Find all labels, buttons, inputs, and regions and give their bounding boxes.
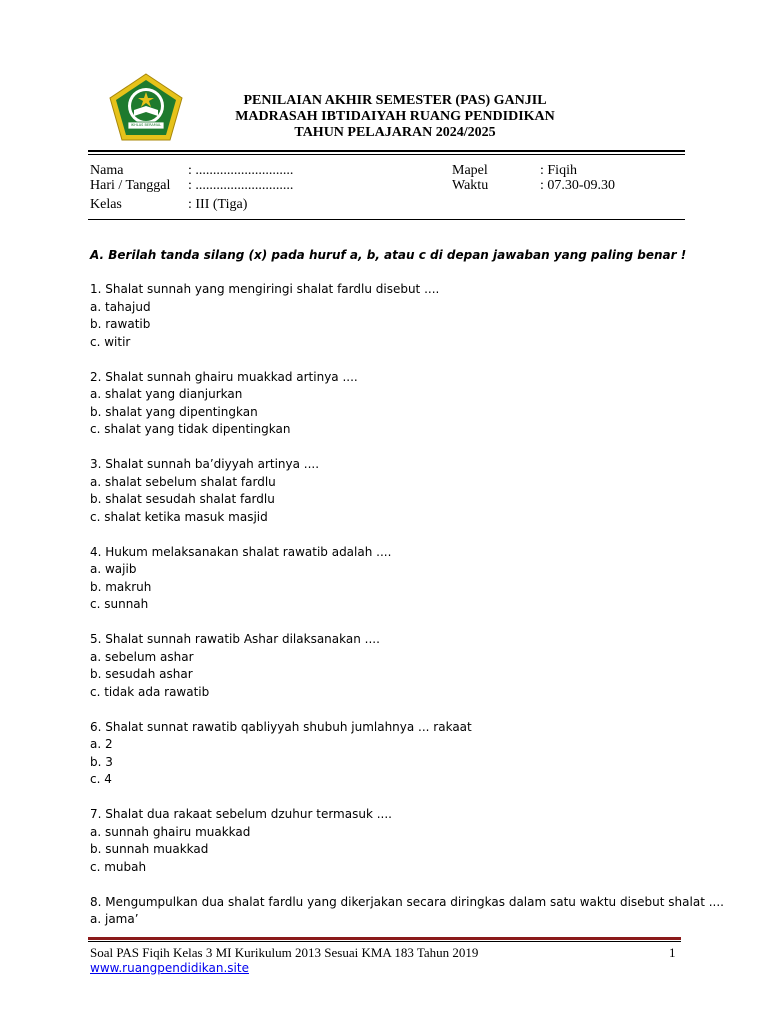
- answer-option[interactable]: a. jama’: [90, 912, 139, 926]
- answer-option[interactable]: c. mubah: [90, 859, 147, 874]
- header-divider: [88, 150, 685, 155]
- answer-option[interactable]: b. makruh: [90, 579, 152, 594]
- answer-option[interactable]: c. shalat yang tidak dipentingkan: [90, 422, 291, 436]
- page-number: 1: [669, 945, 676, 960]
- nama-label: Nama: [90, 163, 124, 178]
- question-text: 5. Shalat sunnah rawatib Ashar dilaksanakan ....: [90, 632, 380, 646]
- nama-field[interactable]: : ............................: [188, 163, 294, 178]
- answer-option[interactable]: a. 2: [90, 737, 113, 751]
- info-divider: [88, 219, 685, 220]
- answer-option[interactable]: a. shalat sebelum shalat fardlu: [90, 474, 276, 489]
- question-text: 7. Shalat dua rakaat sebelum dzuhur termasuk ....: [90, 807, 392, 821]
- question-item: [90, 456, 690, 526]
- kelas-value: : III (Tiga): [188, 197, 248, 212]
- question-text: 1. Shalat sunnah yang mengiringi shalat fardlu disebut ....: [90, 282, 440, 296]
- question-text: 6. Shalat sunnat rawatib qabliyyah shubuh jumlahnya ... rakaat: [90, 719, 472, 734]
- question-item: [90, 281, 690, 351]
- document-title: [200, 93, 590, 141]
- question-text: 3. Shalat sunnah ba’diyyah artinya ....: [90, 457, 320, 471]
- logo-text: IKHLAS BERAMAL: [130, 123, 162, 127]
- question-item: [90, 544, 690, 614]
- mapel-label: Mapel: [452, 163, 488, 178]
- answer-option[interactable]: b. sunnah muakkad: [90, 842, 209, 856]
- answer-option[interactable]: a. sunnah ghairu muakkad: [90, 824, 251, 839]
- title-line-2: MADRASAH IBTIDAIYAH RUANG PENDIDIKAN: [235, 109, 555, 124]
- answer-option[interactable]: a. tahajud: [90, 299, 151, 314]
- answer-option[interactable]: b. sesudah ashar: [90, 667, 193, 681]
- answer-option[interactable]: b. shalat sesudah shalat fardlu: [90, 492, 275, 506]
- answer-option[interactable]: a. sebelum ashar: [90, 649, 194, 664]
- hari-label: Hari / Tanggal: [90, 178, 171, 193]
- website-link[interactable]: www.ruangpendidikan.site: [90, 961, 249, 975]
- answer-option[interactable]: c. sunnah: [90, 597, 149, 611]
- answer-option[interactable]: b. rawatib: [90, 317, 151, 331]
- question-list: [90, 281, 724, 946]
- answer-option[interactable]: c. tidak ada rawatib: [90, 684, 210, 699]
- question-text: 4. Hukum melaksanakan shalat rawatib adalah ....: [90, 544, 392, 559]
- answer-option[interactable]: a. shalat yang dianjurkan: [90, 387, 243, 401]
- question-item: [90, 894, 724, 929]
- question-text: 8. Mengumpulkan dua shalat fardlu yang dikerjakan secara diringkas dalam satu waktu disebut shalat ....: [90, 894, 724, 909]
- footer-divider: [88, 937, 681, 942]
- kemenag-logo-icon: [106, 72, 186, 144]
- instruction-text: A. Berilah tanda silang (x) pada huruf a, b, atau c di depan jawaban yang paling benar !: [90, 248, 687, 262]
- waktu-label: Waktu: [452, 178, 489, 193]
- question-item: [90, 369, 690, 439]
- answer-option[interactable]: b. 3: [90, 754, 113, 769]
- mapel-value: : Fiqih: [540, 163, 577, 178]
- answer-option[interactable]: c. shalat ketika masuk masjid: [90, 509, 268, 524]
- answer-option[interactable]: b. shalat yang dipentingkan: [90, 404, 258, 419]
- question-text: 2. Shalat sunnah ghairu muakkad artinya ....: [90, 369, 358, 384]
- answer-option[interactable]: c. 4: [90, 772, 112, 786]
- hari-field[interactable]: : ............................: [188, 178, 294, 193]
- footer-caption: Soal PAS Fiqih Kelas 3 MI Kurikulum 2013 Sesuai KMA 183 Tahun 2019: [90, 945, 479, 960]
- kelas-label: Kelas: [90, 197, 122, 212]
- title-line-1: PENILAIAN AKHIR SEMESTER (PAS) GANJIL: [243, 93, 547, 108]
- question-item: [90, 631, 690, 701]
- title-line-3: TAHUN PELAJARAN 2024/2025: [294, 125, 496, 140]
- answer-option[interactable]: c. witir: [90, 334, 131, 349]
- question-item: [90, 719, 690, 789]
- question-item: [90, 806, 690, 876]
- waktu-value: : 07.30-09.30: [540, 178, 616, 193]
- answer-option[interactable]: a. wajib: [90, 562, 137, 576]
